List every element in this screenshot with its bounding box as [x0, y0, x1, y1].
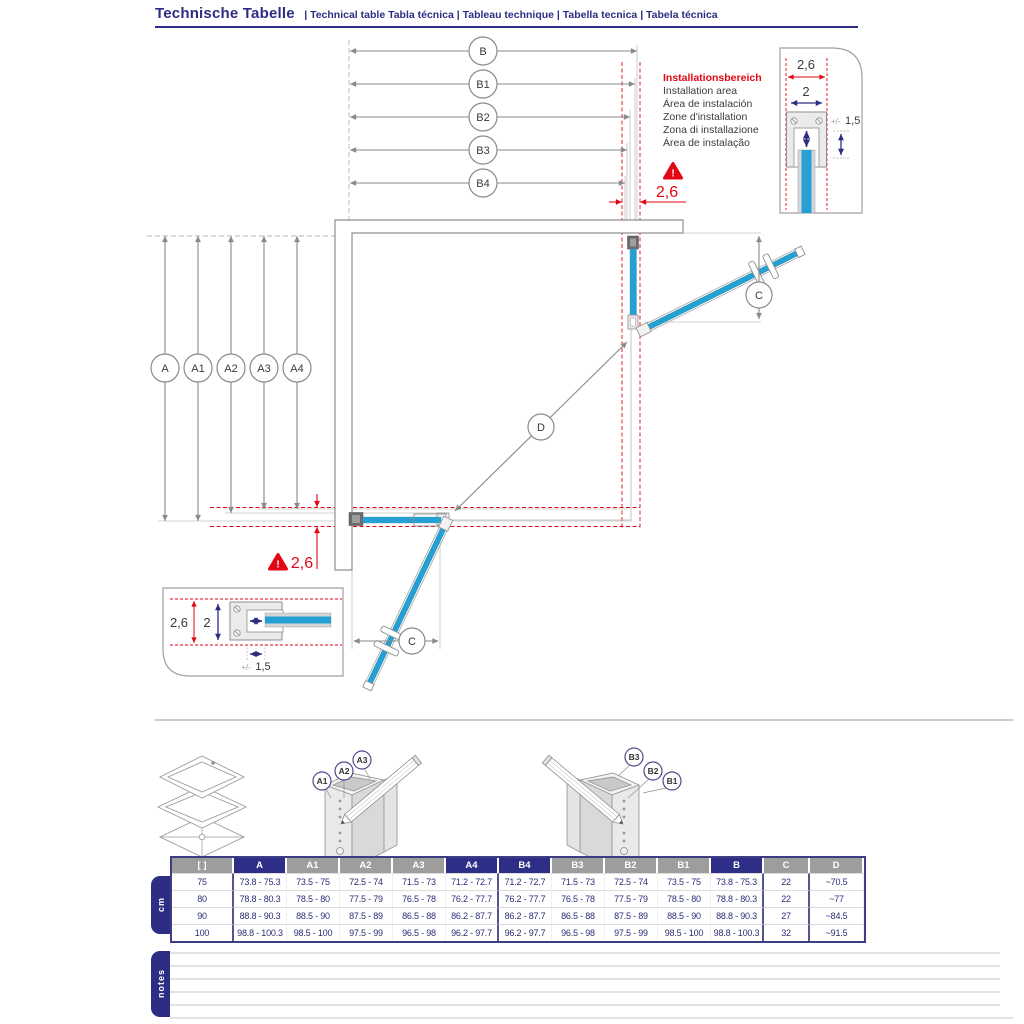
notes-line [170, 1017, 1013, 1019]
col-header-A2: A2 [340, 858, 393, 873]
notes-line [170, 952, 1000, 954]
col-header-B3: B3 [552, 858, 605, 873]
cell: 98.8 - 100.3 [711, 924, 764, 941]
cell: 97.5 - 99 [340, 924, 393, 941]
col-header-A: A [234, 858, 287, 873]
cell: 71.5 - 73 [393, 873, 446, 890]
dimension-labels-top [469, 37, 497, 197]
warning-icon [665, 164, 682, 180]
installation-note-line: Área de instalación [663, 97, 753, 110]
detail-gap-value: 2,6 [796, 57, 816, 72]
cell: 96.2 - 97.7 [499, 924, 552, 941]
col-header-size: [ ] [172, 858, 234, 873]
cell: 72.5 - 74 [605, 873, 658, 890]
installation-note-line: Zona di installazione [663, 123, 759, 136]
cell: 71.2 - 72.7 [499, 873, 552, 890]
col-header-B1: B1 [658, 858, 711, 873]
notes-line [170, 991, 1000, 993]
cell: 96.5 - 98 [552, 924, 605, 941]
page-header [155, 5, 858, 28]
label-B4: B4 [476, 178, 490, 190]
cell: ~77 [810, 890, 864, 907]
cell: 27 [764, 907, 810, 924]
installation-note-line: Installation area [663, 84, 738, 97]
cell: 88.5 - 90 [658, 907, 711, 924]
cell: 86.2 - 87.7 [446, 907, 499, 924]
cell: 88.8 - 90.3 [711, 907, 764, 924]
installation-note-line: Installationsbereich [663, 72, 762, 84]
row-size: 100 [172, 924, 234, 941]
unit-tab: cm [151, 876, 170, 934]
cell: 71.2 - 72.7 [446, 873, 499, 890]
cell: 32 [764, 924, 810, 941]
label-A2: A2 [224, 363, 238, 375]
top-right-door [633, 239, 809, 344]
dimension-d-diagonal [455, 342, 627, 511]
cell: 73.5 - 75 [287, 873, 340, 890]
svg-text:!: ! [276, 559, 280, 571]
detail-tolerance: +/- 1,5 [241, 661, 271, 673]
cell: 77.5 - 79 [605, 890, 658, 907]
cell: 78.8 - 80.3 [234, 890, 287, 907]
col-header-B2: B2 [605, 858, 658, 873]
label-B1: B1 [476, 79, 490, 91]
cell: ~91.5 [810, 924, 864, 941]
cell: 22 [764, 890, 810, 907]
notes-line [170, 965, 1000, 967]
tray-stack-icon [158, 756, 246, 857]
label-A1: A1 [191, 363, 205, 375]
label-C: C [408, 636, 416, 648]
cell: 72.5 - 74 [340, 873, 393, 890]
dashed-baselines [147, 40, 349, 236]
profile-label-A2: A2 [338, 766, 350, 776]
cell: 96.5 - 98 [393, 924, 446, 941]
installation-note-line: Área de instalação [663, 136, 750, 149]
cell: 86.5 - 88 [393, 907, 446, 924]
label-C: C [755, 290, 763, 302]
profile-label-A3: A3 [356, 755, 368, 765]
cell: 98.5 - 100 [287, 924, 340, 941]
cell: 87.5 - 89 [340, 907, 393, 924]
label-D: D [537, 422, 545, 434]
cell: 88.5 - 90 [287, 907, 340, 924]
cell: 71.5 - 73 [552, 873, 605, 890]
size-table [170, 856, 866, 943]
row-size: 75 [172, 873, 234, 890]
cell: 88.8 - 90.3 [234, 907, 287, 924]
notes-line [170, 1004, 1000, 1006]
bottom-glass-panel [349, 513, 449, 527]
cell: 73.8 - 75.3 [234, 873, 287, 890]
cell: 98.5 - 100 [658, 924, 711, 941]
section-divider [155, 719, 1013, 721]
label-B2: B2 [476, 112, 490, 124]
cell: 78.5 - 80 [287, 890, 340, 907]
profile-label-B3: B3 [628, 752, 640, 762]
assembly-diagrams [0, 735, 1024, 860]
installation-area-dashed-lines [210, 62, 640, 528]
installation-note-line: Zone d'installation [663, 110, 748, 123]
dimension-labels-left [151, 354, 311, 382]
bottom-door [355, 513, 460, 695]
col-header-A3: A3 [393, 858, 446, 873]
row-size: 80 [172, 890, 234, 907]
cell: 78.8 - 80.3 [711, 890, 764, 907]
gap-value: 2,6 [655, 184, 679, 201]
profile-label-B2: B2 [647, 766, 659, 776]
svg-text:!: ! [671, 168, 675, 180]
cell: 76.2 - 77.7 [446, 890, 499, 907]
cell: 73.8 - 75.3 [711, 873, 764, 890]
wall-profile-a-diagram [313, 751, 422, 860]
label-A: A [161, 363, 169, 375]
cell: ~84.5 [810, 907, 864, 924]
gap-value: 2,6 [290, 555, 314, 572]
page-subtitle: | Technical table Tabla técnica | Tableau technique | Tabella tecnica | Tabela técnica [304, 9, 718, 21]
gap-dimension-bottom [270, 494, 318, 572]
cell: 22 [764, 873, 810, 890]
col-header-B4: B4 [499, 858, 552, 873]
cell: 86.2 - 87.7 [499, 907, 552, 924]
notes-line [170, 978, 1000, 980]
cell: 73.5 - 75 [658, 873, 711, 890]
col-header-C: C [764, 858, 810, 873]
right-glass-panel [628, 236, 639, 329]
label-A3: A3 [257, 363, 271, 375]
profile-detail-top-right [780, 48, 862, 213]
cell: 86.5 - 88 [552, 907, 605, 924]
cell: 78.5 - 80 [658, 890, 711, 907]
detail-profile-width: 2 [802, 84, 810, 99]
profile-label-A1: A1 [316, 776, 328, 786]
cell: 76.2 - 77.7 [499, 890, 552, 907]
cell: 76.5 - 78 [552, 890, 605, 907]
label-A4: A4 [290, 363, 304, 375]
detail-profile-width: 2 [203, 615, 211, 630]
col-header-B: B [711, 858, 764, 873]
installation-note [663, 72, 762, 149]
cell: 87.5 - 89 [605, 907, 658, 924]
label-B3: B3 [476, 145, 490, 157]
detail-tolerance: +/- 1,5 [831, 115, 861, 127]
detail-gap-value: 2,6 [169, 615, 189, 630]
cell: 77.5 - 79 [340, 890, 393, 907]
col-header-A4: A4 [446, 858, 499, 873]
cell: 97.5 - 99 [605, 924, 658, 941]
cell: 96.2 - 97.7 [446, 924, 499, 941]
col-header-D: D [810, 858, 864, 873]
row-size: 90 [172, 907, 234, 924]
cell: ~70.5 [810, 873, 864, 890]
cell: 98.8 - 100.3 [234, 924, 287, 941]
notes-tab: notes [151, 951, 170, 1017]
profile-label-B1: B1 [666, 776, 678, 786]
label-B: B [479, 46, 487, 58]
wall-profile-b-diagram [542, 748, 681, 860]
warning-icon [270, 555, 287, 571]
page-title: Technische Tabelle [155, 5, 295, 22]
profile-detail-bottom-left [163, 588, 343, 676]
cell: 76.5 - 78 [393, 890, 446, 907]
col-header-A1: A1 [287, 858, 340, 873]
